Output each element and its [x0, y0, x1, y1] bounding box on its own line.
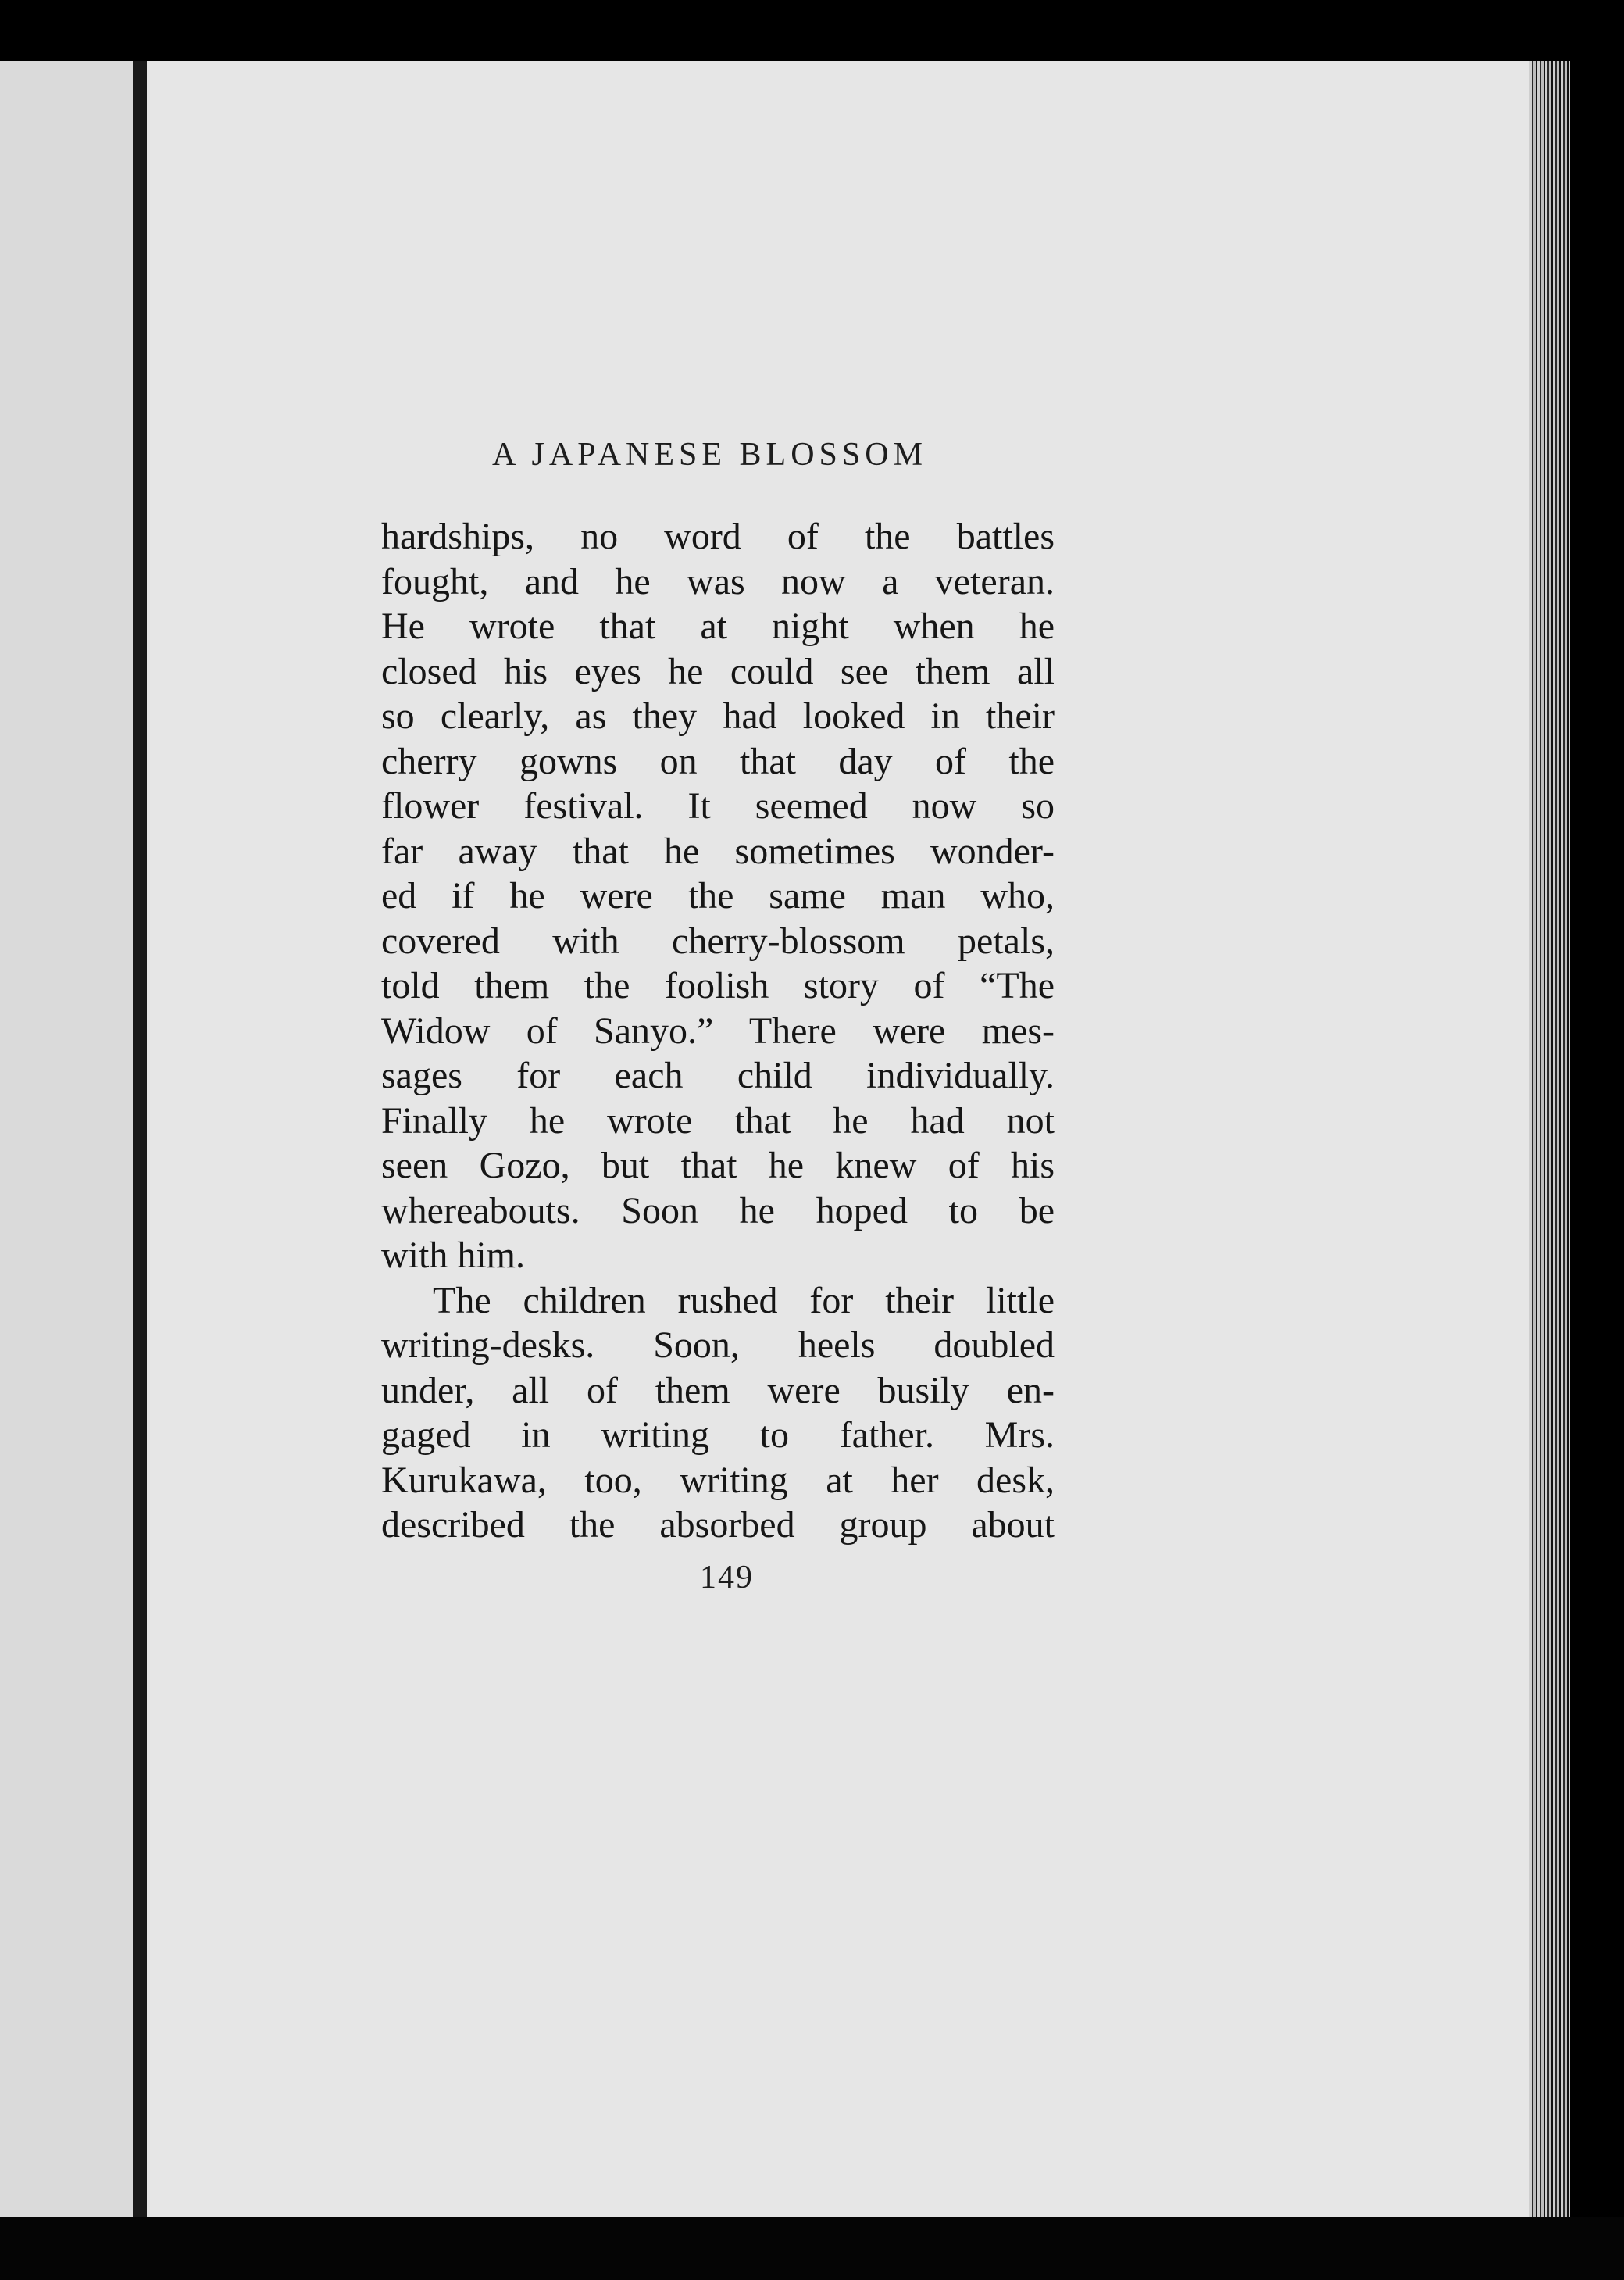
text-line: Finally he wrote that he had not	[381, 1099, 1055, 1142]
text-line: writing-desks. Soon, heels doubled	[381, 1324, 1055, 1366]
facing-page-edge	[0, 61, 139, 2219]
page-number: 149	[700, 1560, 754, 1596]
text-line: whereabouts. Soon he hoped to be	[381, 1189, 1055, 1231]
text-line: gaged in writing to father. Mrs.	[381, 1414, 1055, 1456]
text-line: He wrote that at night when he	[381, 606, 1055, 647]
text-line: told them the foolish story of “The	[381, 965, 1055, 1006]
text-line: ed if he were the same man who,	[381, 875, 1055, 917]
body-text	[381, 514, 1055, 1548]
bottom-shadow	[0, 2217, 1624, 2280]
text-line: described the absorbed group about	[381, 1504, 1055, 1546]
text-line: so clearly, as they had looked in their	[381, 695, 1055, 737]
text-line: far away that he sometimes wonder-	[381, 830, 1055, 872]
page-stack-edges	[1529, 61, 1570, 2219]
text-line: under, all of them were busily en-	[381, 1369, 1055, 1411]
text-line: Widow of Sanyo.” There were mes-	[381, 1010, 1055, 1052]
text-line: The children rushed for their little	[433, 1279, 1055, 1321]
text-line: fought, and he was now a veteran.	[381, 560, 1055, 602]
running-head: A JAPANESE BLOSSOM	[492, 437, 927, 473]
text-line: with him.	[381, 1235, 526, 1276]
text-line: Kurukawa, too, writing at her desk,	[381, 1459, 1055, 1501]
text-line: closed his eyes he could see them all	[381, 650, 1055, 692]
book-gutter	[133, 61, 147, 2219]
text-line: flower festival. It seemed now so	[381, 785, 1055, 827]
text-line: seen Gozo, but that he knew of his	[381, 1145, 1055, 1186]
text-line: covered with cherry-blossom petals,	[381, 920, 1055, 962]
text-line: cherry gowns on that day of the	[381, 740, 1055, 782]
text-line: hardships, no word of the battles	[381, 516, 1055, 557]
text-line: sages for each child individually.	[381, 1055, 1055, 1096]
